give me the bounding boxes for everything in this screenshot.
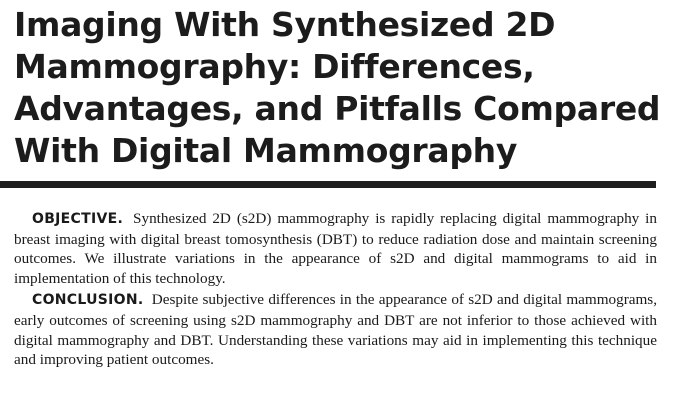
title-line: Advantages, and Pitfalls Compared bbox=[14, 89, 661, 128]
abstract bbox=[14, 209, 657, 370]
title-line: Mammography: Differences, bbox=[14, 47, 535, 86]
conclusion-text: Despite subjective differences in the appearance of s2D and digital mammograms, early outcomes of screening using s2D mammography and DBT are not inferior to those achieved with digital mammography and DBT. Understanding these variations may aid in implementing this technique and improving patient outcomes. bbox=[14, 291, 658, 369]
objective-paragraph bbox=[14, 209, 657, 288]
conclusion-paragraph bbox=[14, 290, 657, 369]
title-line: With Digital Mammography bbox=[14, 131, 518, 170]
article-title bbox=[14, 4, 674, 172]
objective-text: Synthesized 2D (s2D) mammography is rapidly replacing digital mammography in breast imaging with digital breast tomosynthesis (DBT) to reduce radiation dose and maintain screening outcomes. We illustrate variations in the appearance of s2D and digital mammograms to aid in implementation of this technology. bbox=[14, 210, 657, 287]
objective-label: OBJECTIVE. bbox=[32, 211, 124, 227]
title-line: Imaging With Synthesized 2D bbox=[14, 5, 556, 44]
conclusion-label: CONCLUSION. bbox=[32, 292, 144, 309]
title-divider-rule bbox=[0, 181, 656, 188]
